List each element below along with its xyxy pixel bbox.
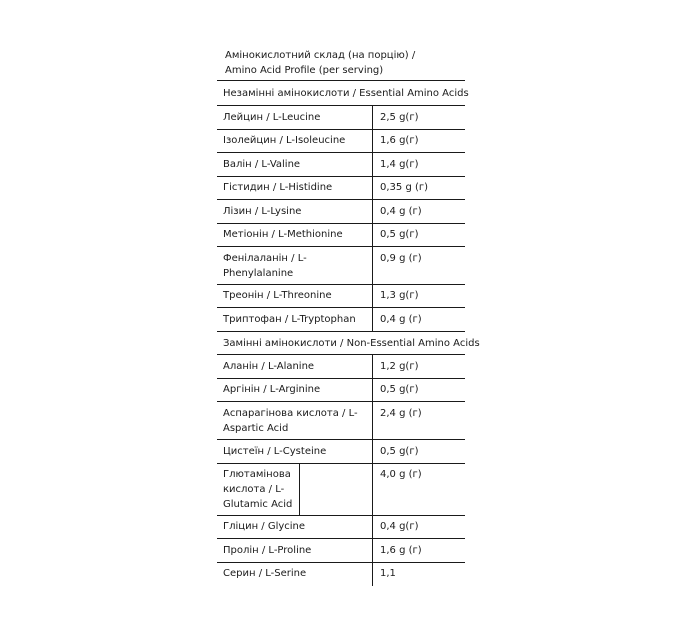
table-row-value: 1,6 g(г) bbox=[380, 135, 419, 146]
title-line-2: Amino Acid Profile (per serving) bbox=[225, 65, 384, 76]
table-row-label: Триптофан / L-Tryptophan bbox=[223, 314, 356, 325]
rule bbox=[217, 401, 465, 402]
rule bbox=[217, 515, 465, 516]
rule bbox=[217, 331, 465, 332]
table-row-label: Треонін / L-Threonine bbox=[223, 290, 332, 301]
table-row-label: Серин / L-Serine bbox=[223, 568, 307, 579]
table-row-value: 0,5 g(г) bbox=[380, 384, 419, 395]
table-row-label: Цистеїн / L-Cysteine bbox=[223, 446, 327, 457]
table-row-label: Метіонін / L-Methionine bbox=[223, 229, 343, 240]
column-divider bbox=[372, 105, 373, 331]
rule bbox=[217, 246, 465, 247]
rule bbox=[217, 307, 465, 308]
rule bbox=[217, 562, 465, 563]
table-row-label: Гістидин / L-Histidine bbox=[223, 182, 333, 193]
table-row-value: 1,4 g(г) bbox=[380, 159, 419, 170]
table-row-value: 1,3 g(г) bbox=[380, 290, 419, 301]
rule bbox=[217, 354, 465, 355]
column-divider bbox=[299, 463, 300, 515]
table-row-label-line: Glutamic Acid bbox=[223, 499, 293, 510]
rule bbox=[217, 176, 465, 177]
table-row-label-line: Глютамінова bbox=[223, 469, 291, 480]
table-row-value: 1,1 bbox=[380, 568, 396, 579]
table-row-label-line: Аспарагінова кислота / L- bbox=[223, 408, 358, 419]
rule bbox=[217, 105, 465, 106]
table-title bbox=[225, 48, 415, 78]
rule bbox=[217, 80, 465, 81]
table-row-value: 0,4 g(г) bbox=[380, 521, 419, 532]
rule bbox=[217, 152, 465, 153]
rule bbox=[217, 129, 465, 130]
table-row-value: 1,6 g (г) bbox=[380, 545, 422, 556]
table-row-value: 0,5 g(г) bbox=[380, 446, 419, 457]
rule bbox=[217, 439, 465, 440]
table-row-label-line: кислота / L- bbox=[223, 484, 285, 495]
table-row-value: 4,0 g (г) bbox=[380, 469, 422, 480]
table-row-value: 0,35 g (г) bbox=[380, 182, 429, 193]
table-row-label: Лізин / L-Lysine bbox=[223, 206, 302, 217]
rule bbox=[217, 463, 465, 464]
rule bbox=[217, 199, 465, 200]
table-row-label: Аланін / L-Alanine bbox=[223, 361, 315, 372]
table-row-label: Аргінін / L-Arginine bbox=[223, 384, 321, 395]
table-row-value: 0,5 g(г) bbox=[380, 229, 419, 240]
table-row-label-line: Фенілаланін / L- bbox=[223, 253, 307, 264]
rule bbox=[217, 378, 465, 379]
rule bbox=[217, 284, 465, 285]
table-row-value: 2,5 g(г) bbox=[380, 112, 419, 123]
table-row-value: 2,4 g (г) bbox=[380, 408, 422, 419]
essential-section-header: Незамінні амінокислоти / Essential Amino Acids bbox=[223, 88, 469, 99]
table-row-label-line: Phenylalanine bbox=[223, 268, 294, 279]
table-row-value: 0,9 g (г) bbox=[380, 253, 422, 264]
column-divider bbox=[372, 354, 373, 586]
table-row-label: Пролін / L-Proline bbox=[223, 545, 312, 556]
table-row-label: Валін / L-Valine bbox=[223, 159, 301, 170]
nonessential-section-header: Замінні амінокислоти / Non-Essential Amino Acids bbox=[223, 338, 480, 349]
table-row-value: 0,4 g (г) bbox=[380, 314, 422, 325]
table-row-label: Лейцин / L-Leucine bbox=[223, 112, 321, 123]
table-row-label-line: Aspartic Acid bbox=[223, 423, 289, 434]
table-row-label: Гліцин / Glycine bbox=[223, 521, 306, 532]
table-row-value: 1,2 g(г) bbox=[380, 361, 419, 372]
title-line-1: Амінокислотний склад (на порцію) / bbox=[225, 50, 416, 61]
table-row-value: 0,4 g (г) bbox=[380, 206, 422, 217]
rule bbox=[217, 538, 465, 539]
rule bbox=[217, 223, 465, 224]
table-row-label: Ізолейцин / L-Isoleucine bbox=[223, 135, 346, 146]
